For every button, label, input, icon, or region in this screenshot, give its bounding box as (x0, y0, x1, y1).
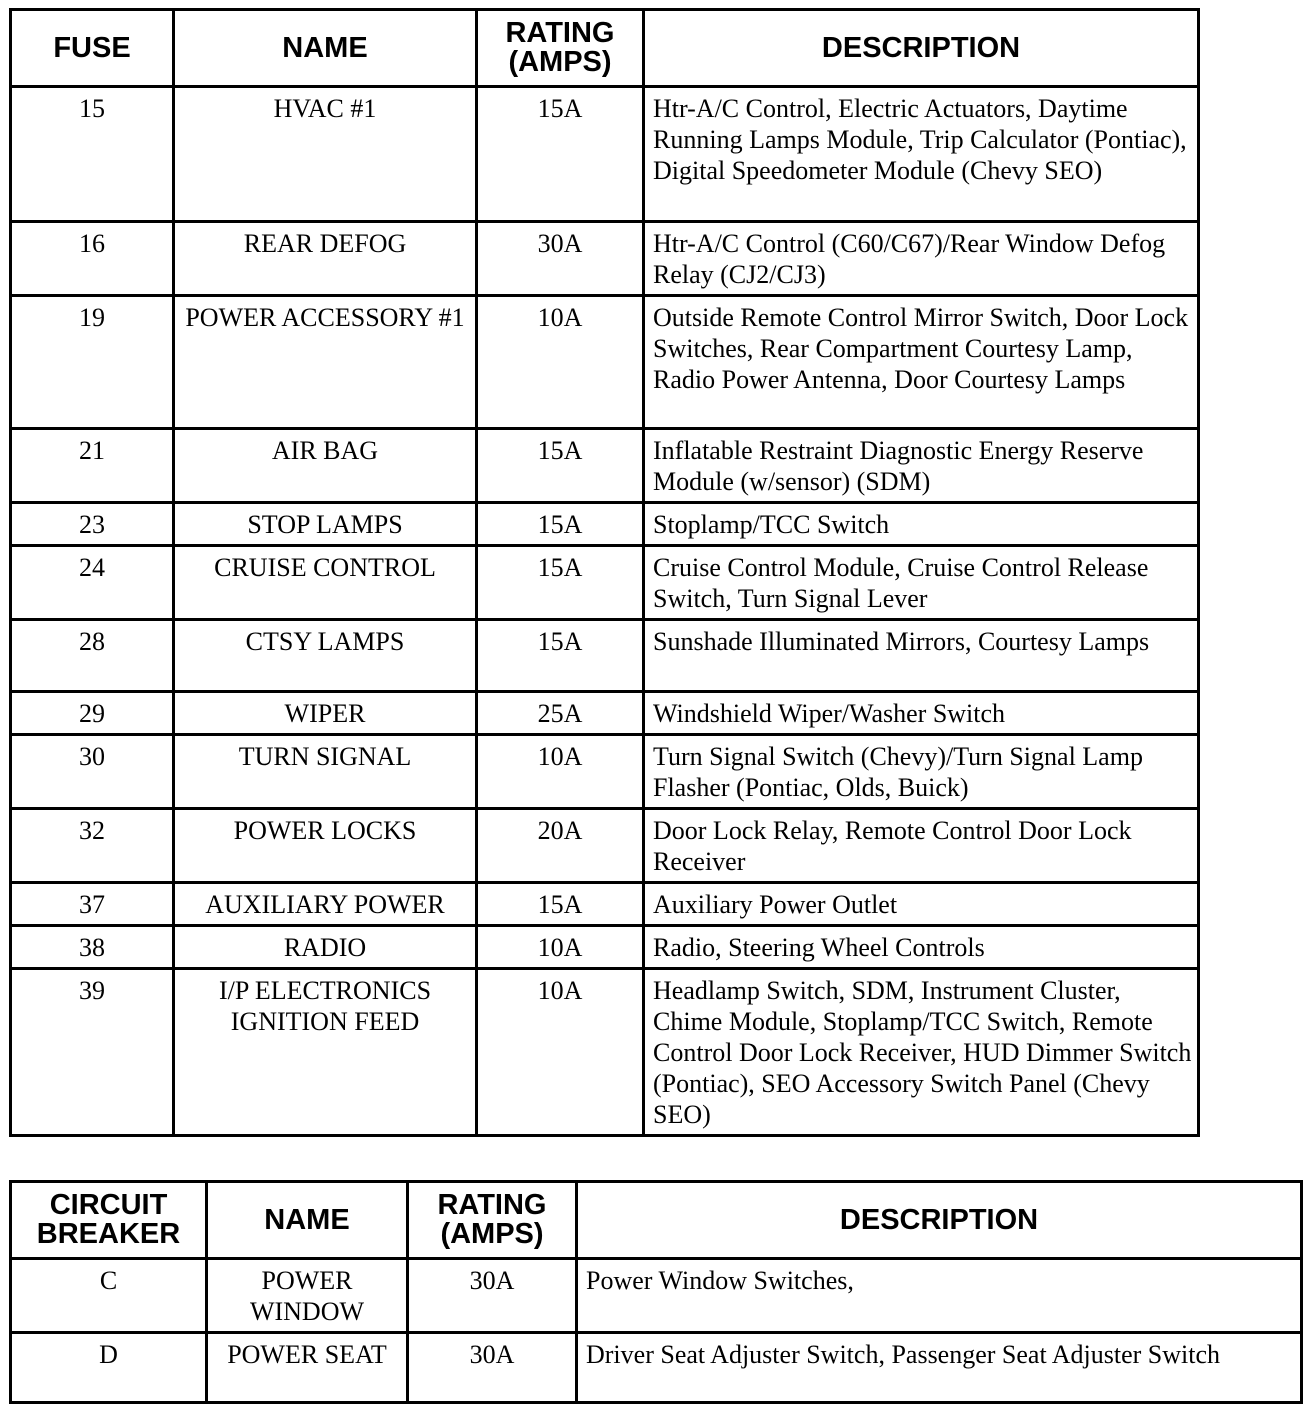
header-rating-line1: RATING (437, 1189, 547, 1221)
fuse-table (9, 8, 1200, 1137)
fuse-number: 30 (11, 735, 174, 809)
table-row (11, 296, 1199, 429)
table-row (11, 926, 1199, 969)
fuse-description: Windshield Wiper/Washer Switch (644, 692, 1199, 735)
breaker-name: POWER SEAT (207, 1333, 408, 1403)
fuse-rating: 30A (477, 222, 644, 296)
fuse-table-header (11, 10, 1199, 87)
breaker-id: C (11, 1259, 207, 1333)
fuse-rating: 15A (477, 429, 644, 503)
table-row (11, 735, 1199, 809)
table-row (11, 1333, 1302, 1403)
fuse-name: AIR BAG (174, 429, 477, 503)
fuse-description: Inflatable Restraint Diagnostic Energy Reserve Module (w/sensor) (SDM) (644, 429, 1199, 503)
header-rating (477, 10, 644, 87)
fuse-number: 37 (11, 883, 174, 926)
fuse-number: 28 (11, 620, 174, 692)
fuse-name: HVAC #1 (174, 87, 477, 222)
fuse-rating: 15A (477, 620, 644, 692)
fuse-rating: 10A (477, 969, 644, 1136)
header-circuit-breaker (11, 1182, 207, 1259)
table-row (11, 546, 1199, 620)
fuse-number: 38 (11, 926, 174, 969)
fuse-rating: 10A (477, 296, 644, 429)
table-row (11, 809, 1199, 883)
fuse-rating: 15A (477, 87, 644, 222)
table-row (11, 503, 1199, 546)
fuse-name: I/P ELECTRONICS IGNITION FEED (174, 969, 477, 1136)
breaker-rating: 30A (408, 1333, 577, 1403)
fuse-name: CRUISE CONTROL (174, 546, 477, 620)
fuse-description: Sunshade Illuminated Mirrors, Courtesy Lamps (644, 620, 1199, 692)
fuse-rating: 15A (477, 546, 644, 620)
fuse-name: STOP LAMPS (174, 503, 477, 546)
breaker-id: D (11, 1333, 207, 1403)
header-name: NAME (174, 10, 477, 87)
fuse-name: AUXILIARY POWER (174, 883, 477, 926)
table-row (11, 87, 1199, 222)
header-rating (408, 1182, 577, 1259)
circuit-breaker-table-header (11, 1182, 1302, 1259)
breaker-description: Power Window Switches, (577, 1259, 1302, 1333)
fuse-name: CTSY LAMPS (174, 620, 477, 692)
fuse-rating: 10A (477, 926, 644, 969)
header-rating-line2: (AMPS) (440, 1218, 544, 1250)
fuse-number: 16 (11, 222, 174, 296)
fuse-number: 39 (11, 969, 174, 1136)
fuse-rating: 20A (477, 809, 644, 883)
table-row (11, 883, 1199, 926)
table-row (11, 1259, 1302, 1333)
header-description: DESCRIPTION (577, 1182, 1302, 1259)
fuse-description: Headlamp Switch, SDM, Instrument Cluster, Chime Module, Stoplamp/TCC Switch, Remote Control Door Lock Receiver, HUD Dimmer Switch (Pontiac), SEO Accessory Switch Panel (Chevy SEO) (644, 969, 1199, 1136)
fuse-description: Htr-A/C Control (C60/C67)/Rear Window Defog Relay (CJ2/CJ3) (644, 222, 1199, 296)
fuse-number: 29 (11, 692, 174, 735)
fuse-rating: 15A (477, 883, 644, 926)
fuse-name: WIPER (174, 692, 477, 735)
header-description: DESCRIPTION (644, 10, 1199, 87)
fuse-description: Cruise Control Module, Cruise Control Release Switch, Turn Signal Lever (644, 546, 1199, 620)
fuse-rating: 15A (477, 503, 644, 546)
header-rating-line2: (AMPS) (508, 46, 612, 78)
fuse-number: 19 (11, 296, 174, 429)
fuse-description: Door Lock Relay, Remote Control Door Lock Receiver (644, 809, 1199, 883)
fuse-description: Stoplamp/TCC Switch (644, 503, 1199, 546)
fuse-name: REAR DEFOG (174, 222, 477, 296)
fuse-number: 24 (11, 546, 174, 620)
fuse-name: RADIO (174, 926, 477, 969)
table-row (11, 969, 1199, 1136)
header-breaker-line1: CIRCUIT (49, 1189, 168, 1221)
fuse-name: TURN SIGNAL (174, 735, 477, 809)
header-name: NAME (207, 1182, 408, 1259)
fuse-rating: 25A (477, 692, 644, 735)
fuse-description: Turn Signal Switch (Chevy)/Turn Signal Lamp Flasher (Pontiac, Olds, Buick) (644, 735, 1199, 809)
fuse-name: POWER LOCKS (174, 809, 477, 883)
fuse-number: 32 (11, 809, 174, 883)
fuse-rating: 10A (477, 735, 644, 809)
fuse-number: 23 (11, 503, 174, 546)
table-row (11, 620, 1199, 692)
fuse-description: Auxiliary Power Outlet (644, 883, 1199, 926)
fuse-description: Htr-A/C Control, Electric Actuators, Daytime Running Lamps Module, Trip Calculator (Pontiac), Digital Speedometer Module (Chevy SEO) (644, 87, 1199, 222)
fuse-description: Radio, Steering Wheel Controls (644, 926, 1199, 969)
fuse-number: 21 (11, 429, 174, 503)
fuse-number: 15 (11, 87, 174, 222)
table-row (11, 692, 1199, 735)
circuit-breaker-table (9, 1180, 1303, 1404)
breaker-name: POWER WINDOW (207, 1259, 408, 1333)
table-row (11, 429, 1199, 503)
breaker-description: Driver Seat Adjuster Switch, Passenger Seat Adjuster Switch (577, 1333, 1302, 1403)
header-breaker-line2: BREAKER (36, 1218, 181, 1250)
header-rating-line1: RATING (505, 17, 615, 49)
table-row (11, 222, 1199, 296)
fuse-name: POWER ACCESSORY #1 (174, 296, 477, 429)
header-fuse: FUSE (11, 10, 174, 87)
breaker-rating: 30A (408, 1259, 577, 1333)
fuse-description: Outside Remote Control Mirror Switch, Door Lock Switches, Rear Compartment Courtesy Lamp, Radio Power Antenna, Door Courtesy Lamps (644, 296, 1199, 429)
